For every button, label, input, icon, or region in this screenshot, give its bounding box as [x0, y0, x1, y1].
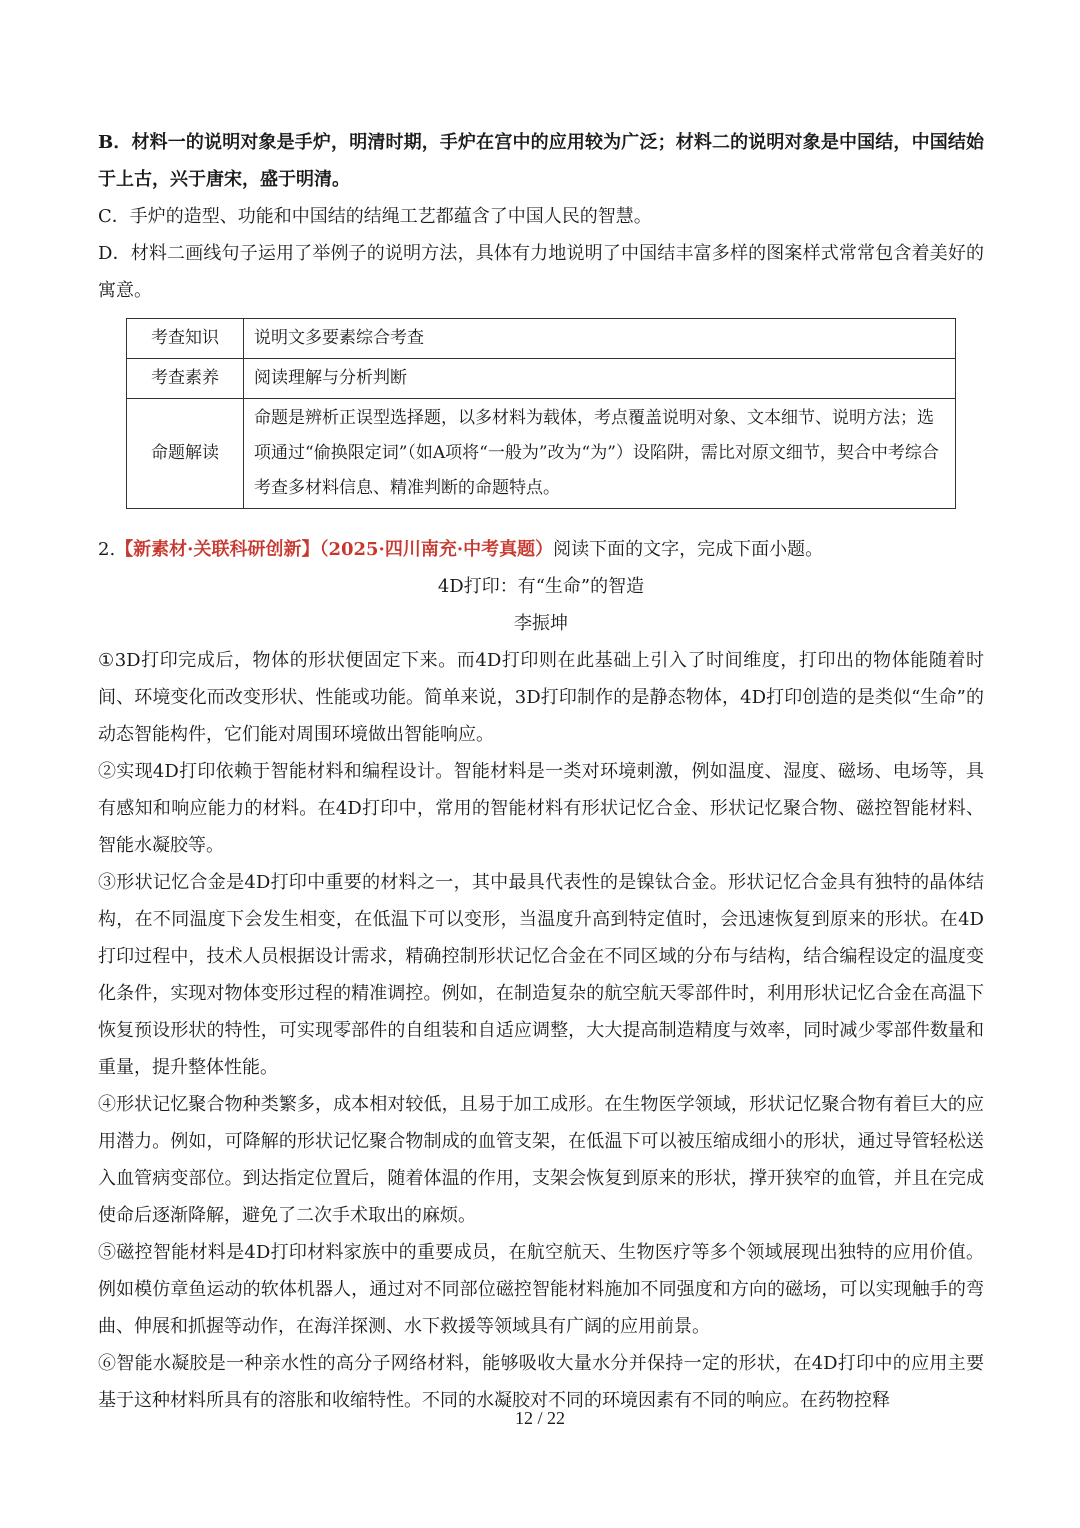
- page-number: 12 / 22: [514, 1408, 565, 1428]
- article-author: 李振坤: [514, 613, 568, 634]
- table-key: 考查素养: [127, 359, 244, 399]
- table-value: 阅读理解与分析判断: [244, 359, 956, 399]
- article-paragraph-4: ④形状记忆聚合物种类繁多，成本相对较低，且易于加工成形。在生物医学领域，形状记忆聚合物有着巨大的应用潜力。例如，可降解的形状记忆聚合物制成的血管支架，在低温下可以被压缩成细小的形状，通过导管轻松送入血管病变部位。到达指定位置后，随着体温的作用，支架会恢复到原来的形状，撑开狭窄的血管，并且在完成使命后逐渐降解，避免了二次手术取出的麻烦。: [98, 1094, 984, 1226]
- option-b: B．材料一的说明对象是手炉，明清时期，手炉在宫中的应用较为广泛；材料二的说明对象是中国结，中国结始于上古，兴于唐宋，盛于明清。: [98, 132, 984, 190]
- question-prompt: 阅读下面的文字，完成下面小题。: [553, 539, 824, 560]
- option-c: C．手炉的造型、功能和中国结的结绳工艺都蕴含了中国人民的智慧。: [98, 206, 652, 227]
- table-row: [127, 359, 956, 399]
- source-close: ）: [535, 539, 554, 560]
- table-value: 说明文多要素综合考查: [244, 319, 956, 359]
- article-paragraph-2: ②实现4D打印依赖于智能材料和编程设计。智能材料是一类对环境刺激，例如温度、湿度、磁场、电场等，具有感知和响应能力的材料。在4D打印中，常用的智能材料有形状记忆合金、形状记忆聚合物、磁控智能材料、智能水凝胶等。: [98, 761, 984, 856]
- article-paragraph-1: ①3D打印完成后，物体的形状便固定下来。而4D打印则在此基础上引入了时间维度，打印出的物体能随着时间、环境变化而改变形状、性能或功能。简单来说，3D打印制作的是静态物体，4D打印创造的是类似“生命”的动态智能构件，它们能对周围环境做出智能响应。: [98, 650, 984, 745]
- table-value: 命题是辨析正误型选择题，以多材料为载体，考点覆盖说明对象、文本细节、说明方法；选项通过“偷换限定词”（如A项将“一般为”改为“为”）设陷阱，需比对原文细节，契合中考综合考查多材料信息、精准判断的命题特点。: [244, 399, 956, 509]
- content-area: [98, 124, 984, 1419]
- option-d: D．材料二画线句子运用了举例子的说明方法，具体有力地说明了中国结丰富多样的图案样式常常包含着美好的寓意。: [98, 243, 984, 301]
- question-source: 2025·四川南充·中考真题: [328, 539, 536, 560]
- table-row: [127, 399, 956, 509]
- table-key: 命题解读: [127, 399, 244, 509]
- article-title: 4D打印：有“生命”的智造: [437, 576, 645, 597]
- source-open: （: [319, 539, 329, 560]
- table-row: [127, 319, 956, 359]
- article-paragraph-3: ③形状记忆合金是4D打印中重要的材料之一，其中最具代表性的是镍钛合金。形状记忆合金具有独特的晶体结构，在不同温度下会发生相变，在低温下可以变形，当温度升高到特定值时，会迅速恢复到原来的形状。在4D打印过程中，技术人员根据设计需求，精确控制形状记忆合金在不同区域的分布与结构，结合编程设定的温度变化条件，实现对物体变形过程的精准调控。例如，在制造复杂的航空航天零部件时，利用形状记忆合金在高温下恢复预设形状的特性，可实现零部件的自组装和自适应调整，大大提高制造精度与效率，同时减少零部件数量和重量，提升整体性能。: [98, 872, 984, 1078]
- article-paragraph-6: ⑥智能水凝胶是一种亲水性的高分子网络材料，能够吸收大量水分并保持一定的形状，在4D打印中的应用主要基于这种材料所具有的溶胀和收缩特性。不同的水凝胶对不同的环境因素有不同的响应。在药物控释: [98, 1353, 984, 1411]
- article-paragraph-5: ⑤磁控智能材料是4D打印材料家族中的重要成员，在航空航天、生物医疗等多个领域展现出独特的应用价值。例如模仿章鱼运动的软体机器人，通过对不同部位磁控智能材料施加不同强度和方向的磁场，可以实现触手的弯曲、伸展和抓握等动作，在海洋探测、水下救援等领域具有广阔的应用前景。: [98, 1242, 984, 1337]
- analysis-table: [126, 318, 956, 509]
- question-number: 2.: [98, 539, 116, 560]
- table-key: 考查知识: [127, 319, 244, 359]
- question-tag: 【新素材·关联科研创新】: [115, 539, 320, 560]
- question-header: [98, 531, 984, 568]
